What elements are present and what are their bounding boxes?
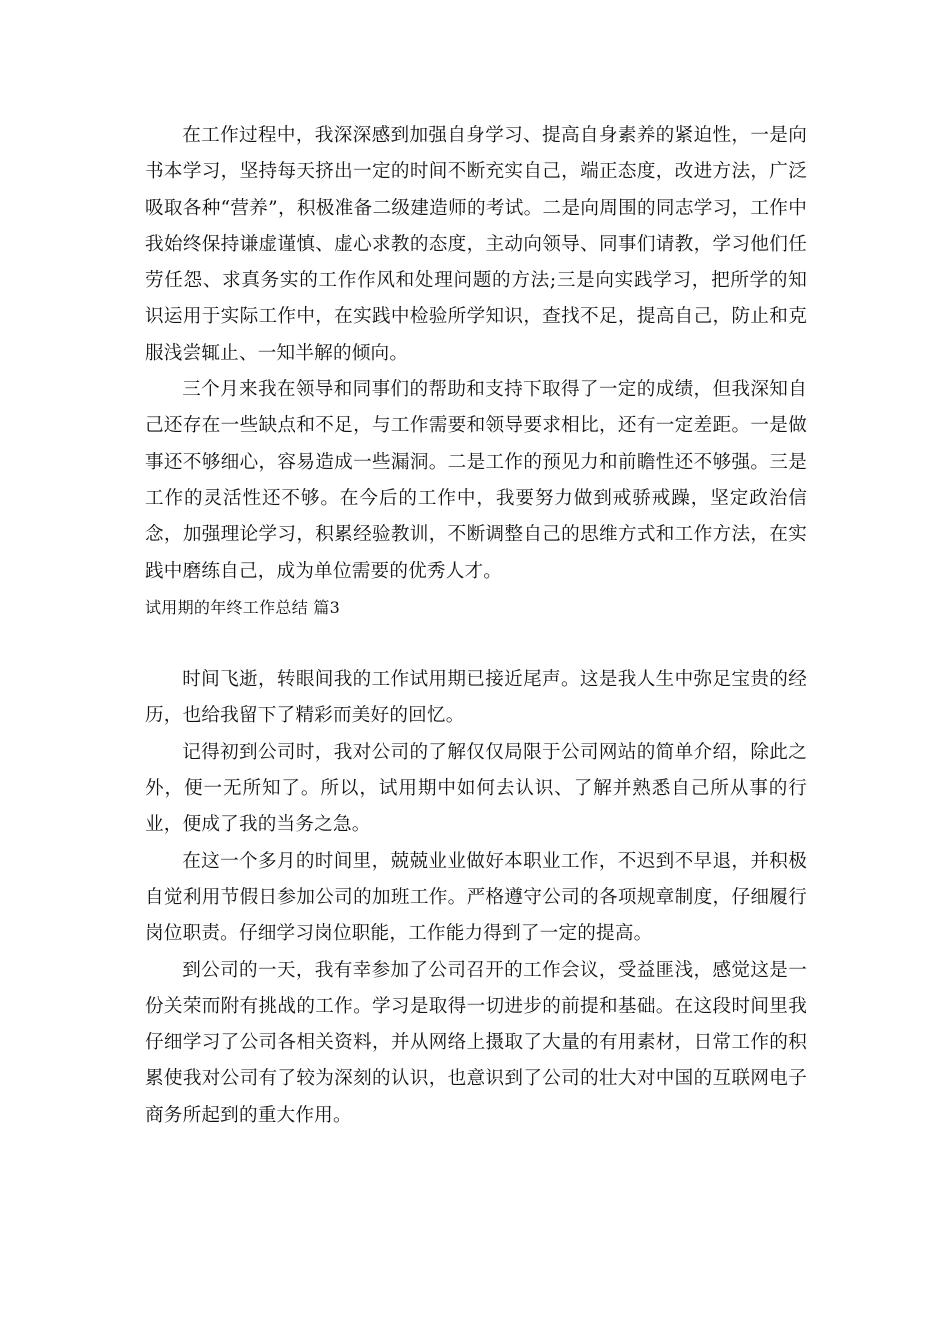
paragraph: 记得初到公司时，我对公司的了解仅仅局限于公司网站的简单介绍，除此之外，便一无所知了。所以，试用期中如何去认识、了解并熟悉自己所从事的行业，便成了我的当务之急。 xyxy=(145,741,807,836)
paragraph: 三个月来我在领导和同事们的帮助和支持下取得了一定的成绩，但我深知自己还存在一些缺点和不足，与工作需要和领导要求相比，还有一定差距。一是做事还不够细心，容易造成一些漏洞。二是工作的预见力和前瞻性还不够强。三是工作的灵活性还不够。在今后的工作中，我要努力做到戒骄戒躁，坚定政治信念，加强理论学习，积累经验教训，不断调整自己的思维方式和工作方法，在实践中磨练自己，成为单位需要的优秀人才。 xyxy=(145,379,807,582)
paragraph: 到公司的一天，我有幸参加了公司召开的工作会议，受益匪浅，感觉这是一份关荣而附有挑战的工作。学习是取得一切进步的前提和基础。在这段时间里我仔细学习了公司各相关资料，并从网络上摄取了大量的有用素材，日常工作的积累使我对公司有了较为深刻的认识，也意识到了公司的壮大对中国的互联网电子商务所起到的重大作用。 xyxy=(145,959,807,1126)
section-heading: 试用期的年终工作总结 篇3 xyxy=(145,597,341,617)
paragraph: 时间飞逝，转眼间我的工作试用期已接近尾声。这是我人生中弥足宝贵的经历，也给我留下了精彩而美好的回忆。 xyxy=(145,669,807,727)
paragraph: 在这一个多月的时间里，兢兢业业做好本职业工作，不迟到不早退，并积极自觉利用节假日参加公司的加班工作。严格遵守公司的各项规章制度，仔细履行岗位职责。仔细学习岗位职能，工作能力得到了一定的提高。 xyxy=(145,850,807,945)
blank-line xyxy=(145,626,807,662)
paragraph: 在工作过程中，我深深感到加强自身学习、提高自身素养的紧迫性，一是向书本学习，坚持每天挤出一定的时间不断充实自己，端正态度，改进方法，广泛吸取各种“营养”，积极准备二级建造师的考试。二是向周围的同志学习，工作中我始终保持谦虚谨慎、虚心求教的态度，主动向领导、同事们请教，学习他们任劳任怨、求真务实的工作作风和处理问题的方法;三是向实践学习，把所学的知识运用于实际工作中，在实践中检验所学知识，查找不足，提高自己，防止和克服浅尝辄止、一知半解的倾向。 xyxy=(145,125,807,364)
document-page xyxy=(145,118,807,1134)
